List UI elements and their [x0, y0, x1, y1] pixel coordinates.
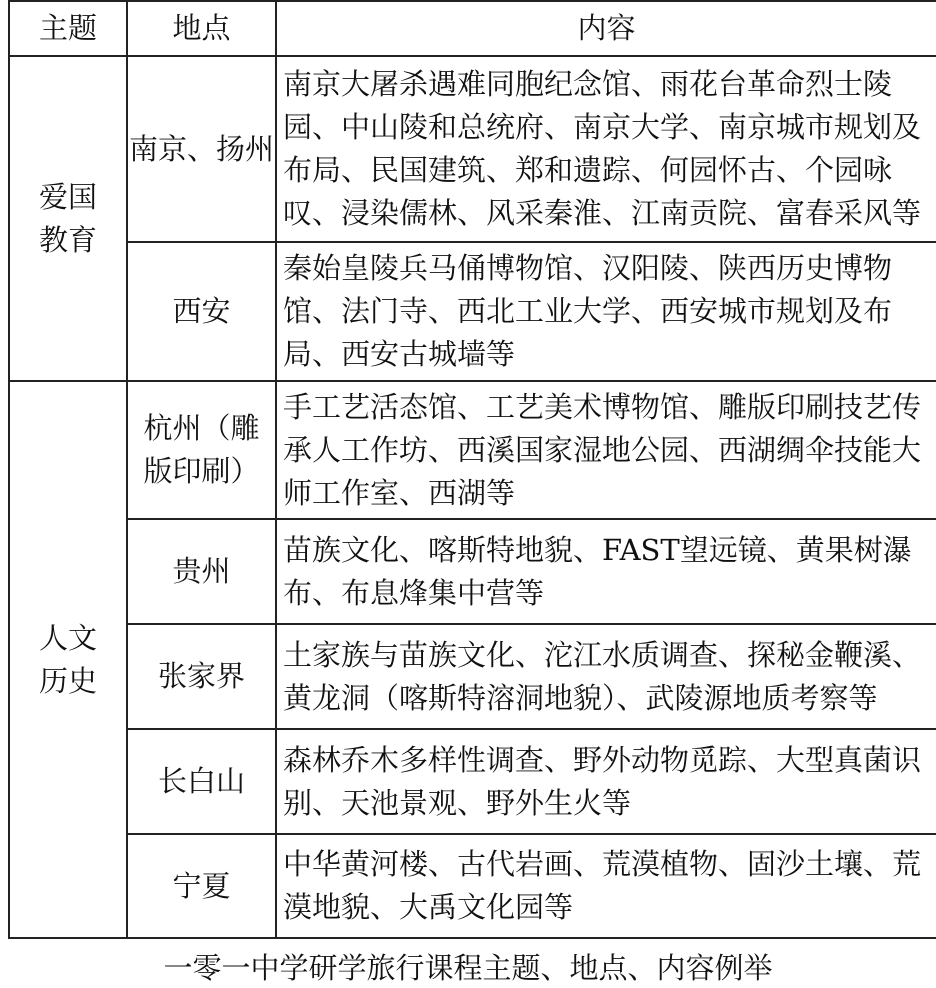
table-row — [9, 624, 936, 729]
table-row — [9, 729, 936, 834]
theme-label: 人文历史 — [38, 620, 97, 698]
table-row — [9, 56, 936, 242]
header-theme: 主题 — [9, 1, 127, 56]
place-cell: 宁夏 — [127, 834, 276, 938]
content-cell: 秦始皇陵兵马俑博物馆、汉阳陵、陕西历史博物馆、法门寺、西北工业大学、西安城市规划及布局、西安古城墙等 — [276, 242, 936, 381]
header-content: 内容 — [276, 1, 936, 56]
content-cell: 土家族与苗族文化、沱江水质调查、探秘金鞭溪、黄龙洞（喀斯特溶洞地貌）、武陵源地质考察等 — [276, 624, 936, 729]
place-cell: 张家界 — [127, 624, 276, 729]
theme-cell — [9, 56, 127, 381]
table-row — [9, 381, 936, 519]
table-header-row — [9, 1, 936, 56]
table-row — [9, 834, 936, 938]
course-table — [8, 0, 936, 939]
table-row — [9, 519, 936, 624]
place-cell: 南京、扬州 — [127, 56, 276, 242]
content-cell: 南京大屠杀遇难同胞纪念馆、雨花台革命烈士陵园、中山陵和总统府、南京大学、南京城市规划及布局、民国建筑、郑和遗踪、何园怀古、个园咏叹、浸染儒林、风采秦淮、江南贡院、富春采风等 — [276, 56, 936, 242]
header-place: 地点 — [127, 1, 276, 56]
place-cell: 西安 — [127, 242, 276, 381]
theme-label: 爱国教育 — [38, 179, 97, 257]
place-cell: 贵州 — [127, 519, 276, 624]
theme-cell — [9, 381, 127, 938]
content-cell: 森林乔木多样性调查、野外动物觅踪、大型真菌识别、天池景观、野外生火等 — [276, 729, 936, 834]
content-cell: 手工艺活态馆、工艺美术博物馆、雕版印刷技艺传承人工作坊、西溪国家湿地公园、西湖绸伞技能大师工作室、西湖等 — [276, 381, 936, 519]
content-cell: 苗族文化、喀斯特地貌、FAST望远镜、黄果树瀑布、布息烽集中营等 — [276, 519, 936, 624]
content-cell: 中华黄河楼、古代岩画、荒漠植物、固沙土壤、荒漠地貌、大禹文化园等 — [276, 834, 936, 938]
table-caption: 一零一中学研学旅行课程主题、地点、内容例举 — [163, 951, 773, 985]
table-row — [9, 242, 936, 381]
place-cell: 长白山 — [127, 729, 276, 834]
place-label: 杭州（雕版印刷） — [143, 411, 260, 488]
place-cell — [127, 381, 276, 519]
